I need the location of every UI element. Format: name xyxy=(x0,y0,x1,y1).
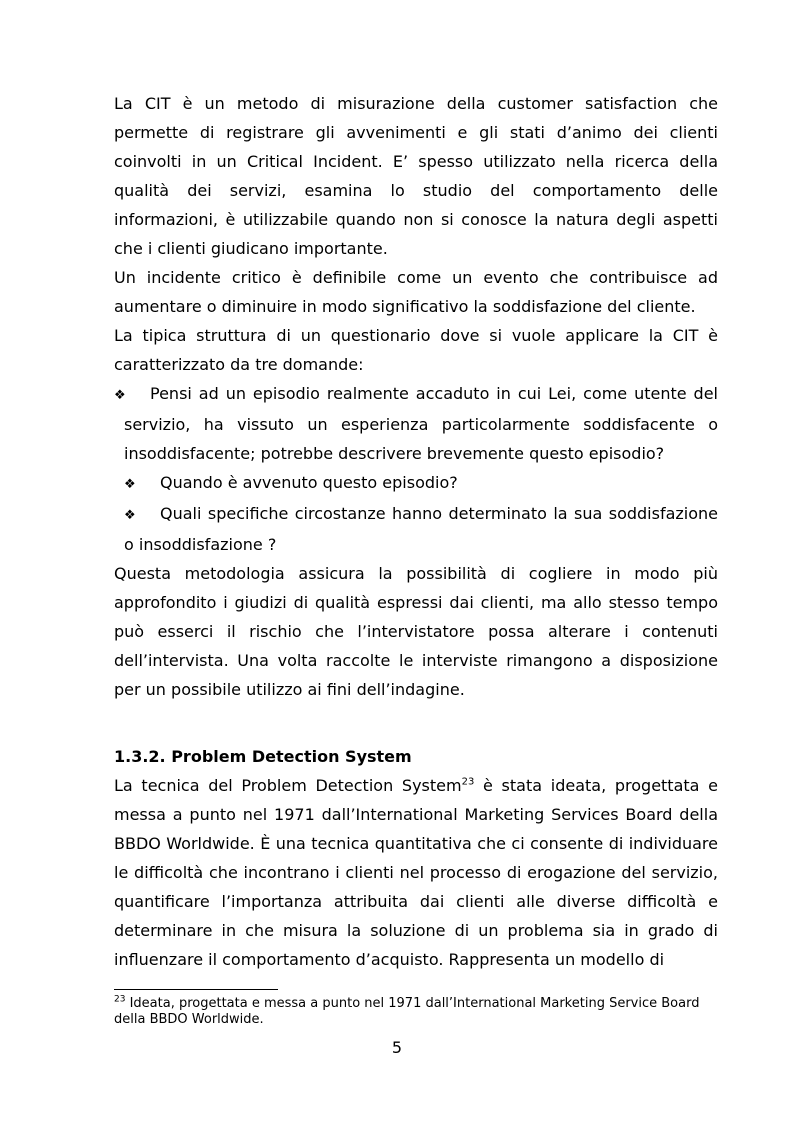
footnote-text: Ideata, progettata e messa a punto nel 1971 dall’International Marketing Service Board della BBDO Worldwide. xyxy=(114,996,700,1027)
paragraph-critical-incident: Un incidente critico è definibile come un evento che contribuisce ad aumentare o diminuire in modo significativo la soddisfazione del cliente. xyxy=(114,268,718,316)
diamond-bullet-icon: ❖ xyxy=(114,388,126,403)
page-body xyxy=(114,89,718,974)
list-item-text: Quando è avvenuto questo episodio? xyxy=(160,473,458,492)
paragraph-questionnaire-structure: La tipica struttura di un questionario dove si vuole applicare la CIT è caratterizzato da tre domande: xyxy=(114,326,718,374)
paragraph-problem-detection xyxy=(114,771,718,974)
paragraph-text-start: La tecnica del Problem Detection System xyxy=(114,776,462,795)
footnote-divider xyxy=(114,989,278,990)
diamond-bullet-icon: ❖ xyxy=(124,477,136,492)
diamond-bullet-icon: ❖ xyxy=(124,508,136,523)
footnote-reference: 23 xyxy=(461,776,475,788)
footnote xyxy=(114,996,718,1028)
paragraph-methodology: Questa metodologia assicura la possibilità di cogliere in modo più approfondito i giudizi di qualità espressi dai clienti, ma allo stesso tempo può esserci il rischio che l’intervistatore possa alterare i contenuti dell’intervista. Una volta raccolte le interviste rimangono a disposizione per un possibile utilizzo ai fini dell’indagine. xyxy=(114,564,718,699)
paragraph-text-rest: è stata ideata, progettata e messa a punto nel 1971 dall’International Marketing Services Board della BBDO Worldwide. È una tecnica quantitativa che ci consente di individuare le difficoltà che incontrano i clienti nel processo di erogazione del servizio, quantificare l’importanza attribuita dai clienti alle diverse difficoltà e determinare in che misura la soluzione di un problema sia in grado di influenzare il comportamento d’acquisto. Rappresenta un modello di xyxy=(114,776,719,969)
page-number: 5 xyxy=(391,1038,403,1057)
list-item xyxy=(114,379,718,468)
list-item xyxy=(114,499,718,559)
paragraph-cit-definition: La CIT è un metodo di misurazione della customer satisfaction che permette di registrare gli avvenimenti e gli stati d’animo dei clienti coinvolti in un Critical Incident. E’ spesso utilizzato nella ricerca della qualità dei servizi, esamina lo studio del comportamento delle informazioni, è utilizzabile quando non si conosce la natura degli aspetti che i clienti giudicano importante. xyxy=(114,94,718,258)
section-heading: 1.3.2. Problem Detection System xyxy=(114,747,412,766)
list-item-text: Pensi ad un episodio realmente accaduto in cui Lei, come utente del servizio, ha vissuto un esperienza particolarmente soddisfacente o insoddisfacente; potrebbe descrivere brevemente questo episodio? xyxy=(124,384,718,463)
footnote-number: 23 xyxy=(114,994,126,1005)
list-item-text: Quali specifiche circostanze hanno determinato la sua soddisfazione o insoddisfazione ? xyxy=(124,504,718,554)
list-item xyxy=(114,468,718,499)
